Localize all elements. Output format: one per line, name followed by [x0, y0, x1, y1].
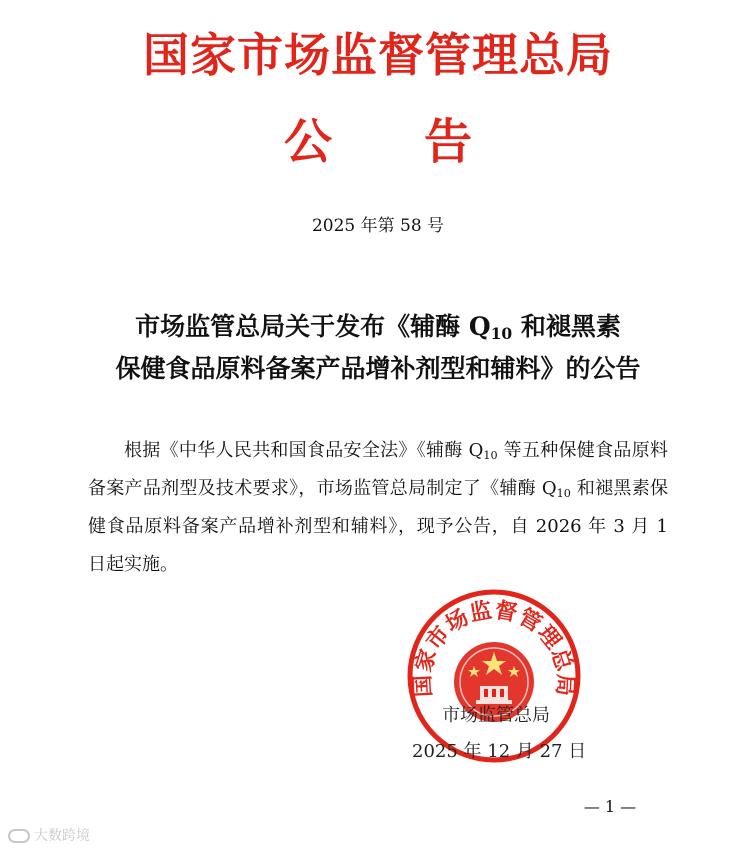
doc-type-char-2: 告: [424, 114, 473, 170]
watermark: [8, 826, 90, 846]
title-line-1: 市场监管总局关于发布《辅酶 $Q_{10}$ 和褪黑素: [135, 312, 621, 343]
document-type-heading: [0, 112, 756, 172]
issuer-signature: 市场监管总局: [442, 705, 550, 726]
body-paragraph: 根据《中华人民共和国食品安全法》《辅酶 $Q_{10}$ 等五种保健食品原料备案产品剂型及技术要求》，市场监管总局制定了《辅酶 $Q_{10}$ 和褪黑素保健食品原料备案产品增补剂型和辅料》，现予公告，自 2026 年 3 月 1 日起实施。: [88, 440, 668, 575]
issue-date: 2025 年 12 月 27 日: [412, 741, 587, 762]
document-number: 2025 年第 58 号: [311, 216, 445, 236]
organization-header: 国家市场监督管理总局: [143, 28, 613, 82]
title-line-2: 保健食品原料备案产品增补剂型和辅料》的公告: [115, 354, 641, 383]
page-number: — 1 —: [583, 797, 637, 816]
watermark-text: 大数跨境: [34, 828, 90, 844]
official-seal: [404, 586, 587, 766]
seal-ring-text: 国家市场监督管理总局: [409, 597, 579, 698]
announcement-title: [80, 306, 676, 390]
doc-type-char-1: 公: [283, 114, 332, 170]
watermark-logo-icon: [8, 829, 30, 843]
